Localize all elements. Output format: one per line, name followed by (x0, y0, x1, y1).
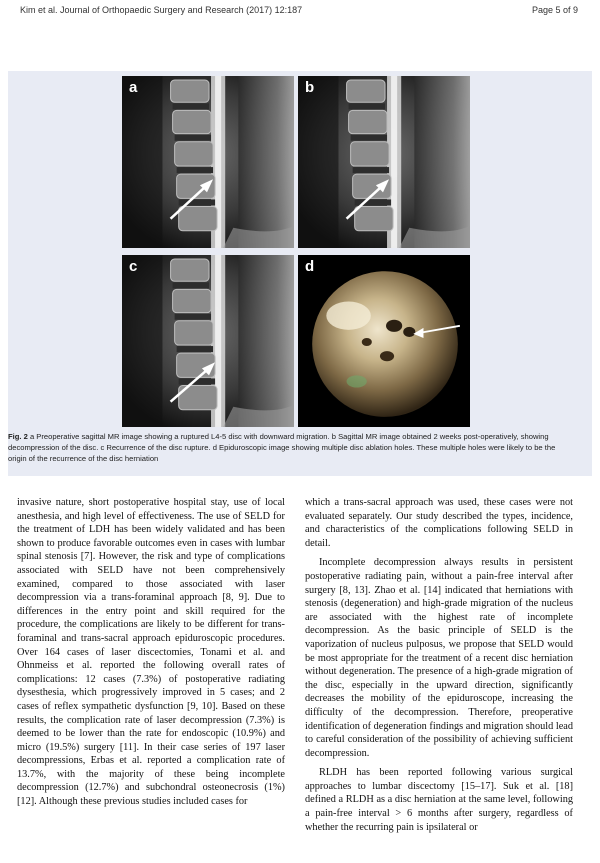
panel-label-b: b (305, 79, 315, 96)
panel-label-c: c (129, 258, 138, 275)
panel-label-a: a (129, 79, 138, 96)
caption-title: Fig. 2 (8, 432, 28, 441)
right-column (305, 496, 573, 834)
panel-label-d: d (305, 258, 315, 275)
mri-image-a (122, 76, 294, 248)
mri-image-b (298, 76, 470, 248)
epiduroscopic-panel-d (298, 255, 470, 427)
mri-image-c (122, 255, 294, 427)
page-number: Page 5 of 9 (531, 5, 578, 15)
epiduroscopic-image-d (298, 255, 470, 427)
right-paragraph-3: RLDH has been reported following various surgical approaches to lumbar discectomy [15–17]. Suk et al. [18] defined a RLDH as a disc herniation at the same level, following a pain-free interval > 6 months after surgery, regardless of whether the recurring pain is ipsilateral or (305, 767, 573, 833)
figure-caption (8, 431, 575, 464)
mri-panel-b (298, 76, 470, 248)
right-paragraph-2: Incomplete decompression always results in persistent postoperative radiating pain, without a pain-free interval after surgery [8, 13]. Zhao et al. [14] indicated that herniations with stenosis (degeneration) and high-grade migration of the nucleus are associated with the highest rate of incomplete decompression. As the basic principle of SELD is the vaporization of nucleus pulposus, we propose that SELD would be most appropriate for the treatment of a recent disc herniation without degeneration. The presence of a high-grade migration of the disc, especially in the upward direction, significantly decreases the mobility of the epiduroscope, increasing the difficulty of the decompression. Therefore, preoperative identification of degeneration findings and migration should lead to careful consideration of the possibility of achieving sufficient decompression. (305, 557, 573, 759)
running-header-citation: Kim et al. Journal of Orthopaedic Surgery and Research (2017) 12:187 (20, 5, 303, 15)
caption-text: a Preoperative sagittal MR image showing a ruptured L4-5 disc with downward migration. b Sagittal MR image obtained 2 weeks post-operatively, showing decompression of the disc. c Recurrence of the disc rupture. d Epiduroscopic image showing multiple disc ablation holes. These multiple holes were likely to be the origin of the recurrence of the disc herniation (8, 432, 556, 463)
figure-2 (8, 71, 592, 476)
right-paragraph-1: which a trans-sacral approach was used, these cases were not evaluated separately. Our study described the types, incidence, and characteristics of the complications following SELD in detail. (305, 497, 573, 549)
left-column (17, 496, 285, 809)
left-paragraph-1: invasive nature, short postoperative hospital stay, use of local anesthesia, and high level of effectiveness. The use of SELD for the treatment of LDH has been widely validated and has been shown to produce favorable outcomes even in cases with lumbar spinal stenosis [7]. However, the risk and type of complications associated with SELD have not been comprehensively examined, compared to those associated with laser decompression via a trans-foraminal approach [8, 9]. Due to differences in the entry point and skill required for the procedure, the complications are likely to be different for trans-foraminal and trans-sacral approach epiduroscopic procedures. Over 164 cases of laser discectomies, Tonami et al. and Ohnmeiss et al. reported the following overall rates of complications: 12 cases (7.3%) of postoperative radiating dysesthesia, which progressively improved in 5 cases; and 2 cases of reflex sympathetic dysfunction [9, 10]. Based on these results, the complication rate of laser decompression (7.3%) is deemed to be lower than the rate for endoscopic (10.9%) and micro (19.5%) surgery [11]. In their case series of 197 laser decompressions, Erbas et al. reported a complication rate of 13.7%, with the majority of these being incomplete decompression (12.7%) and subchondral osteonecrosis (1%) [12]. Although these previous studies included cases for (17, 497, 285, 808)
mri-panel-a (122, 76, 294, 248)
mri-panel-c (122, 255, 294, 427)
